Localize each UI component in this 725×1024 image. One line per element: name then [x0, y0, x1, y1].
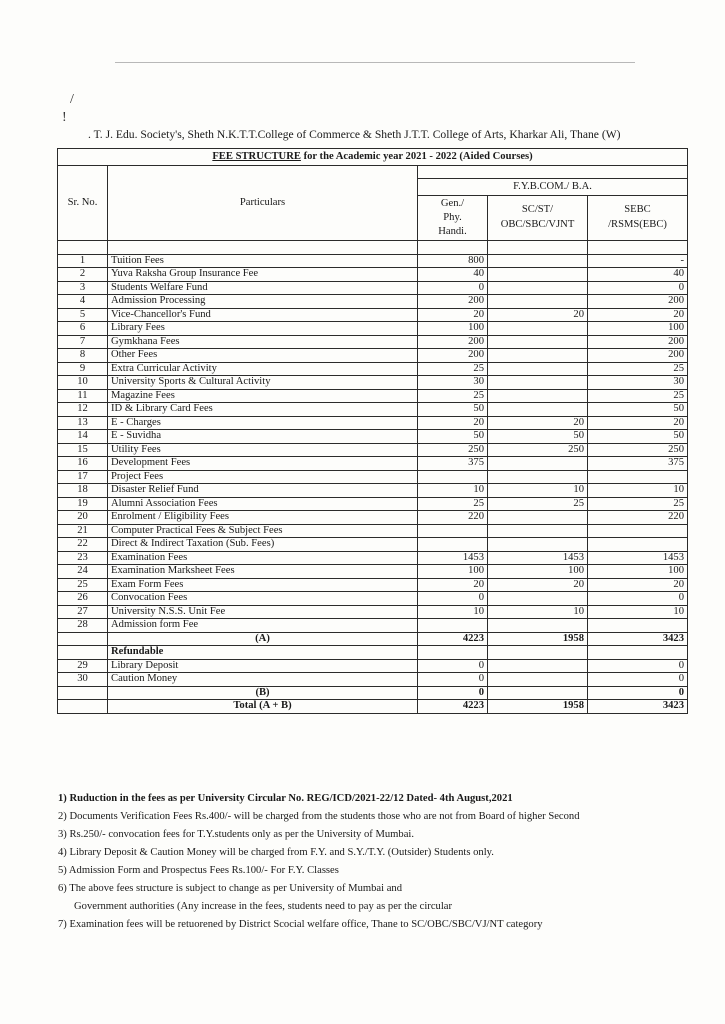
row-gen-fee: 0: [418, 281, 488, 295]
row-srno: 3: [58, 281, 108, 295]
row-particular: Tuition Fees: [108, 254, 418, 268]
row-sc-fee: 1453: [488, 551, 588, 565]
row-srno: 20: [58, 511, 108, 525]
total-blank: [58, 700, 108, 714]
spacer-cell: [58, 241, 108, 255]
row-gen-fee: 800: [418, 254, 488, 268]
refund-rows: [58, 659, 688, 686]
row-srno: 28: [58, 619, 108, 633]
row-srno: 5: [58, 308, 108, 322]
row-gen-fee: [418, 524, 488, 538]
row-srno: 24: [58, 565, 108, 579]
row-gen-fee: [418, 538, 488, 552]
row-sc-fee: [488, 254, 588, 268]
table-row: [58, 349, 688, 363]
total-label: Total (A + B): [108, 700, 418, 714]
row-gen-fee: 200: [418, 335, 488, 349]
row-sebc-fee: 0: [588, 659, 688, 673]
table-row: [58, 470, 688, 484]
row-sc-fee: [488, 389, 588, 403]
row-sebc-fee: 0: [588, 281, 688, 295]
row-sebc-fee: 25: [588, 362, 688, 376]
row-gen-fee: 25: [418, 362, 488, 376]
pen-mark: !: [62, 110, 67, 125]
note-item: Government authorities (Any increase in the fees, students need to pay as per the circular: [74, 901, 453, 912]
row-gen-fee: [418, 619, 488, 633]
top-rule: [115, 62, 635, 63]
row-sc-fee: 250: [488, 443, 588, 457]
row-particular: Library Fees: [108, 322, 418, 336]
table-row: [58, 430, 688, 444]
subtotal-b-label: (B): [108, 686, 418, 700]
row-sebc-fee: 250: [588, 443, 688, 457]
row-sebc-fee: 1453: [588, 551, 688, 565]
subtotal-b-gen: 0: [418, 686, 488, 700]
row-sebc-fee: 0: [588, 673, 688, 687]
row-gen-fee: 200: [418, 295, 488, 309]
row-particular: Utility Fees: [108, 443, 418, 457]
row-srno: 17: [58, 470, 108, 484]
row-sc-fee: [488, 376, 588, 390]
subtotal-a-blank: [58, 632, 108, 646]
row-sc-fee: [488, 281, 588, 295]
row-sebc-fee: 375: [588, 457, 688, 471]
fee-structure-table: [57, 148, 688, 714]
row-gen-fee: 20: [418, 416, 488, 430]
row-particular: Examination Marksheet Fees: [108, 565, 418, 579]
row-srno: 11: [58, 389, 108, 403]
row-sc-fee: 50: [488, 430, 588, 444]
row-gen-fee: 10: [418, 605, 488, 619]
row-sebc-fee: -: [588, 254, 688, 268]
row-sc-fee: [488, 268, 588, 282]
table-row: [58, 605, 688, 619]
note-item: 5) Admission Form and Prospectus Fees Rs.100/- For F.Y. Classes: [58, 865, 339, 876]
course-header: F.Y.B.COM./ B.A.: [418, 179, 688, 196]
fee-table-container: [57, 148, 685, 714]
refundable-blank: [588, 646, 688, 660]
row-srno: 26: [58, 592, 108, 606]
row-sebc-fee: 100: [588, 322, 688, 336]
row-particular: Exam Form Fees: [108, 578, 418, 592]
row-particular: Students Welfare Fund: [108, 281, 418, 295]
row-sc-fee: [488, 659, 588, 673]
row-sc-fee: [488, 524, 588, 538]
refundable-label: Refundable: [108, 646, 418, 660]
row-gen-fee: 375: [418, 457, 488, 471]
row-sc-fee: [488, 403, 588, 417]
row-gen-fee: 0: [418, 592, 488, 606]
row-gen-fee: 25: [418, 389, 488, 403]
note-item: 1) Ruduction in the fees as per University Circular No. REG/ICD/2021-22/12 Dated- 4th August,2021: [58, 793, 513, 804]
row-gen-fee: 0: [418, 673, 488, 687]
row-particular: University Sports & Cultural Activity: [108, 376, 418, 390]
row-sc-fee: [488, 592, 588, 606]
row-sc-fee: [488, 295, 588, 309]
row-srno: 9: [58, 362, 108, 376]
row-sc-fee: [488, 673, 588, 687]
row-sc-fee: 100: [488, 565, 588, 579]
total-gen: 4223: [418, 700, 488, 714]
table-row: [58, 551, 688, 565]
col-header-sc: SC/ST/ OBC/SBC/VJNT: [488, 196, 588, 241]
row-srno: 13: [58, 416, 108, 430]
row-srno: 12: [58, 403, 108, 417]
row-sc-fee: [488, 322, 588, 336]
table-row: [58, 335, 688, 349]
row-gen-fee: 220: [418, 511, 488, 525]
row-sebc-fee: 200: [588, 335, 688, 349]
institution-header: . T. J. Edu. Society's, Sheth N.K.T.T.College of Commerce & Sheth J.T.T. College of Arts, Kharkar Ali, Thane (W): [88, 128, 621, 141]
row-sc-fee: [488, 511, 588, 525]
table-row: [58, 673, 688, 687]
row-particular: Direct & Indirect Taxation (Sub. Fees): [108, 538, 418, 552]
row-gen-fee: 30: [418, 376, 488, 390]
row-sc-fee: [488, 362, 588, 376]
row-sebc-fee: 100: [588, 565, 688, 579]
row-gen-fee: 10: [418, 484, 488, 498]
row-sebc-fee: 20: [588, 416, 688, 430]
row-gen-fee: 200: [418, 349, 488, 363]
refundable-blank: [418, 646, 488, 660]
row-particular: Extra Curricular Activity: [108, 362, 418, 376]
fee-rows: [58, 254, 688, 632]
col-header-srno: Sr. No.: [58, 166, 108, 241]
row-sc-fee: [488, 457, 588, 471]
row-gen-fee: 1453: [418, 551, 488, 565]
note-item: 4) Library Deposit & Caution Money will be charged from F.Y. and S.Y./T.Y. (Outsider) Students only.: [58, 847, 494, 858]
row-particular: Computer Practical Fees & Subject Fees: [108, 524, 418, 538]
table-row: [58, 362, 688, 376]
refundable-blank: [58, 646, 108, 660]
spacer-cell: [418, 241, 488, 255]
row-sc-fee: 20: [488, 308, 588, 322]
table-row: [58, 376, 688, 390]
subtotal-a-sc: 1958: [488, 632, 588, 646]
table-row: [58, 511, 688, 525]
row-gen-fee: 50: [418, 403, 488, 417]
row-particular: Development Fees: [108, 457, 418, 471]
table-row: [58, 659, 688, 673]
row-srno: 22: [58, 538, 108, 552]
table-row: [58, 268, 688, 282]
row-gen-fee: 25: [418, 497, 488, 511]
table-row: [58, 389, 688, 403]
row-particular: University N.S.S. Unit Fee: [108, 605, 418, 619]
table-row: [58, 281, 688, 295]
note-item: 2) Documents Verification Fees Rs.400/- will be charged from the students those who are not from Board of higher Second: [58, 811, 580, 822]
row-sebc-fee: 50: [588, 403, 688, 417]
row-sebc-fee: [588, 619, 688, 633]
row-sebc-fee: 20: [588, 308, 688, 322]
col-header-particulars: Particulars: [108, 166, 418, 241]
row-srno: 14: [58, 430, 108, 444]
table-row: [58, 322, 688, 336]
row-particular: Disaster Relief Fund: [108, 484, 418, 498]
spacer-cell: [488, 241, 588, 255]
row-srno: 29: [58, 659, 108, 673]
row-sc-fee: 25: [488, 497, 588, 511]
table-row: [58, 565, 688, 579]
row-gen-fee: 20: [418, 578, 488, 592]
subtotal-b-sc: [488, 686, 588, 700]
row-srno: 23: [58, 551, 108, 565]
row-particular: Caution Money: [108, 673, 418, 687]
notes-section: [58, 790, 658, 934]
subtotal-b-sebc: 0: [588, 686, 688, 700]
row-gen-fee: [418, 470, 488, 484]
total-sebc: 3423: [588, 700, 688, 714]
row-srno: 19: [58, 497, 108, 511]
row-particular: Vice-Chancellor's Fund: [108, 308, 418, 322]
row-srno: 30: [58, 673, 108, 687]
row-srno: 8: [58, 349, 108, 363]
table-row: [58, 538, 688, 552]
row-particular: Examination Fees: [108, 551, 418, 565]
row-srno: 4: [58, 295, 108, 309]
row-srno: 27: [58, 605, 108, 619]
row-sebc-fee: 20: [588, 578, 688, 592]
row-particular: Other Fees: [108, 349, 418, 363]
row-gen-fee: 40: [418, 268, 488, 282]
course-header-blank: [418, 166, 688, 179]
col-header-sebc: SEBC /RSMS(EBC): [588, 196, 688, 241]
row-sc-fee: [488, 470, 588, 484]
note-item: 3) Rs.250/- convocation fees for T.Y.students only as per the University of Mumbai.: [58, 829, 415, 840]
row-sc-fee: [488, 619, 588, 633]
table-row: [58, 497, 688, 511]
subtotal-a-label: (A): [108, 632, 418, 646]
row-sebc-fee: [588, 470, 688, 484]
refundable-blank: [488, 646, 588, 660]
row-srno: 15: [58, 443, 108, 457]
row-gen-fee: 0: [418, 659, 488, 673]
row-sebc-fee: 10: [588, 605, 688, 619]
table-title: FEE STRUCTURE for the Academic year 2021 - 2022 (Aided Courses): [58, 149, 688, 166]
row-sebc-fee: [588, 538, 688, 552]
row-gen-fee: 100: [418, 565, 488, 579]
spacer-cell: [588, 241, 688, 255]
pen-mark: /: [70, 92, 74, 107]
table-row: [58, 403, 688, 417]
table-row: [58, 619, 688, 633]
table-row: [58, 484, 688, 498]
row-sebc-fee: 30: [588, 376, 688, 390]
table-row: [58, 254, 688, 268]
col-header-gen: Gen./ Phy. Handi.: [418, 196, 488, 241]
table-row: [58, 416, 688, 430]
row-particular: Admission form Fee: [108, 619, 418, 633]
row-srno: 18: [58, 484, 108, 498]
row-particular: Yuva Raksha Group Insurance Fee: [108, 268, 418, 282]
table-row: [58, 295, 688, 309]
row-srno: 10: [58, 376, 108, 390]
table-row: [58, 457, 688, 471]
row-particular: Enrolment / Eligibility Fees: [108, 511, 418, 525]
row-sebc-fee: [588, 524, 688, 538]
table-row: [58, 443, 688, 457]
row-sebc-fee: 0: [588, 592, 688, 606]
row-particular: Alumni Association Fees: [108, 497, 418, 511]
row-sc-fee: 20: [488, 416, 588, 430]
table-row: [58, 578, 688, 592]
row-sc-fee: [488, 349, 588, 363]
row-particular: Gymkhana Fees: [108, 335, 418, 349]
note-item: 6) The above fees structure is subject to change as per University of Mumbai and: [58, 883, 402, 894]
row-sebc-fee: 25: [588, 389, 688, 403]
row-sc-fee: 20: [488, 578, 588, 592]
note-item: 7) Examination fees will be retuorened by District Scocial welfare office, Thane to SC/OBC/SBC/VJ/NT category: [58, 919, 543, 930]
total-sc: 1958: [488, 700, 588, 714]
row-gen-fee: 100: [418, 322, 488, 336]
row-sc-fee: [488, 335, 588, 349]
table-row: [58, 524, 688, 538]
subtotal-b-blank: [58, 686, 108, 700]
row-sebc-fee: 40: [588, 268, 688, 282]
row-gen-fee: 250: [418, 443, 488, 457]
row-particular: Admission Processing: [108, 295, 418, 309]
row-sebc-fee: 200: [588, 295, 688, 309]
row-sc-fee: 10: [488, 605, 588, 619]
table-row: [58, 308, 688, 322]
row-sebc-fee: 200: [588, 349, 688, 363]
row-srno: 25: [58, 578, 108, 592]
row-sebc-fee: 220: [588, 511, 688, 525]
row-particular: ID & Library Card Fees: [108, 403, 418, 417]
row-sebc-fee: 50: [588, 430, 688, 444]
row-sc-fee: 10: [488, 484, 588, 498]
row-particular: Project Fees: [108, 470, 418, 484]
row-srno: 7: [58, 335, 108, 349]
row-gen-fee: 20: [418, 308, 488, 322]
row-sebc-fee: 10: [588, 484, 688, 498]
table-row: [58, 592, 688, 606]
subtotal-a-gen: 4223: [418, 632, 488, 646]
row-srno: 16: [58, 457, 108, 471]
row-gen-fee: 50: [418, 430, 488, 444]
row-srno: 1: [58, 254, 108, 268]
row-srno: 6: [58, 322, 108, 336]
row-particular: Library Deposit: [108, 659, 418, 673]
row-srno: 21: [58, 524, 108, 538]
row-particular: Magazine Fees: [108, 389, 418, 403]
row-particular: Convocation Fees: [108, 592, 418, 606]
row-particular: E - Suvidha: [108, 430, 418, 444]
subtotal-a-sebc: 3423: [588, 632, 688, 646]
row-srno: 2: [58, 268, 108, 282]
spacer-cell: [108, 241, 418, 255]
row-sebc-fee: 25: [588, 497, 688, 511]
row-particular: E - Charges: [108, 416, 418, 430]
row-sc-fee: [488, 538, 588, 552]
